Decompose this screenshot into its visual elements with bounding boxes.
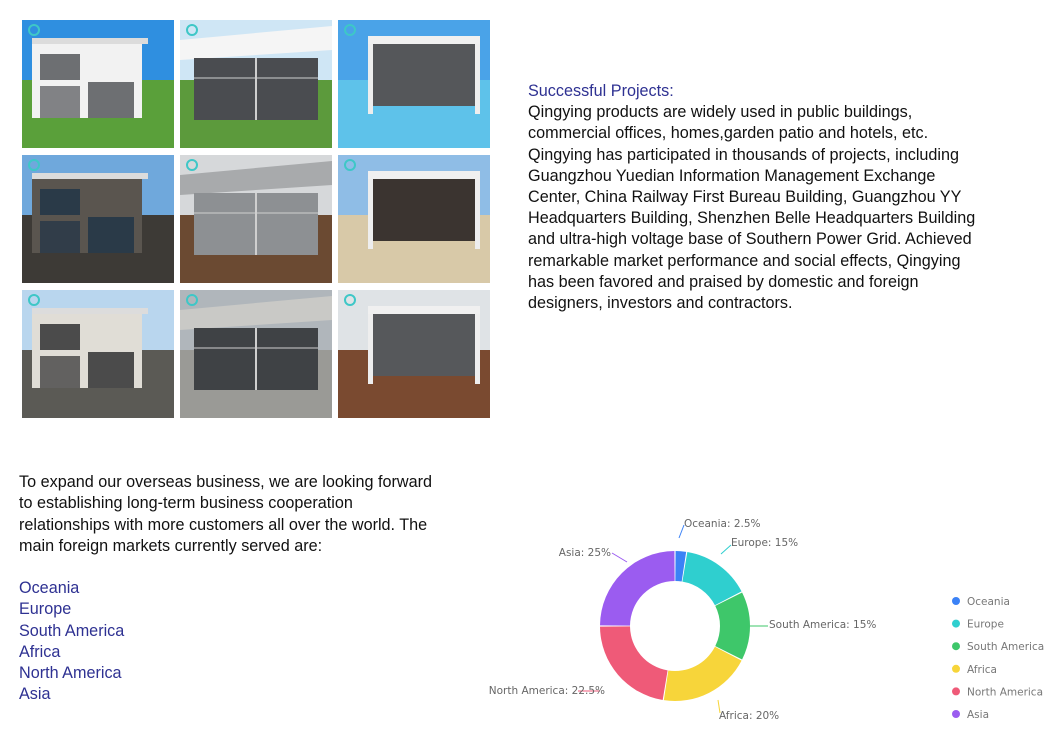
projects-line: Qingying has participated in thousands of projects, including xyxy=(528,145,960,164)
market-item-north-america: North America xyxy=(19,664,122,683)
market-item-asia: Asia xyxy=(19,685,51,704)
legend-marker-north-america xyxy=(952,687,960,695)
market-item-africa: Africa xyxy=(19,642,61,661)
projects-line: remarkable market performance and social effects, Qingying xyxy=(528,251,961,270)
projects-line: and ultra-high voltage base of Southern Power Grid. Achieved xyxy=(528,230,972,249)
donut-slice-south-america xyxy=(715,592,750,659)
legend-item-south-america[interactable]: South America xyxy=(967,641,1045,654)
market-item-europe: Europe xyxy=(19,600,72,619)
data-label-oceania: Oceania: 2.5% xyxy=(684,518,761,530)
data-label-south-america: South America: 15% xyxy=(769,619,877,631)
veranda-screen-photo xyxy=(22,290,174,418)
data-label-africa: Africa: 20% xyxy=(719,710,780,722)
legend-marker-africa xyxy=(952,665,960,673)
projects-line: designers, investors and contractors. xyxy=(528,294,793,313)
deck-house-photo xyxy=(338,290,490,418)
market-item-south-america: South America xyxy=(19,621,125,640)
leader-line-asia xyxy=(612,553,627,562)
data-label-north-america: North America: 22.5% xyxy=(488,685,605,697)
roof-skylight-photo xyxy=(22,155,174,283)
leader-line-europe xyxy=(721,545,731,554)
window-screen-photo xyxy=(180,290,332,418)
market-item-oceania: Oceania xyxy=(19,579,80,597)
projects-line: Headquarters Building, Shenzhen Belle Headquarters Building xyxy=(528,209,976,228)
legend-item-africa[interactable]: Africa xyxy=(967,663,997,676)
successful-projects-section xyxy=(528,81,1028,314)
projects-line: commercial offices, homes,garden patio and hotels, etc. xyxy=(528,124,929,143)
market-share-donut-chart xyxy=(480,505,1062,730)
donut-slice-africa xyxy=(664,647,742,701)
classical-villa-photo xyxy=(338,155,490,283)
intro-line: main foreign markets currently served are: xyxy=(19,537,323,556)
intro-line: to establishing long-term business cooperation xyxy=(19,494,353,513)
legend-item-asia[interactable]: Asia xyxy=(967,709,990,721)
legend-item-europe[interactable]: Europe xyxy=(967,618,1004,631)
modern-villa-photo xyxy=(22,20,174,148)
legend-marker-oceania xyxy=(952,597,960,605)
donut-slice-asia xyxy=(600,551,675,626)
overseas-intro xyxy=(19,472,489,558)
projects-line: Qingying products are widely used in public buildings, xyxy=(528,103,913,122)
legend-item-oceania[interactable]: Oceania xyxy=(967,596,1010,608)
projects-line: has been favored and praised by domestic and foreign xyxy=(528,272,919,291)
data-label-asia: Asia: 25% xyxy=(558,547,611,559)
patio-screen-photo xyxy=(180,155,332,283)
project-photo-gallery xyxy=(22,20,490,418)
projects-line: Guangzhou Yuedian Information Management Exchange xyxy=(528,166,936,185)
legend-marker-south-america xyxy=(952,642,960,650)
legend-marker-asia xyxy=(952,710,960,718)
legend-marker-europe xyxy=(952,620,960,628)
donut-slice-north-america xyxy=(600,626,668,700)
data-label-europe: Europe: 15% xyxy=(731,537,799,549)
intro-line: relationships with more customers all over the world. The xyxy=(19,515,428,534)
intro-line: To expand our overseas business, we are looking forward xyxy=(19,473,433,491)
market-list xyxy=(19,578,124,706)
white-house-terrace-photo xyxy=(180,20,332,148)
legend-item-north-america[interactable]: North America xyxy=(967,686,1044,699)
projects-line: Center, China Railway First Bureau Building, Guangzhou YY xyxy=(528,188,962,207)
projects-title: Successful Projects: xyxy=(528,82,674,100)
pool-pergola-photo xyxy=(338,20,490,148)
